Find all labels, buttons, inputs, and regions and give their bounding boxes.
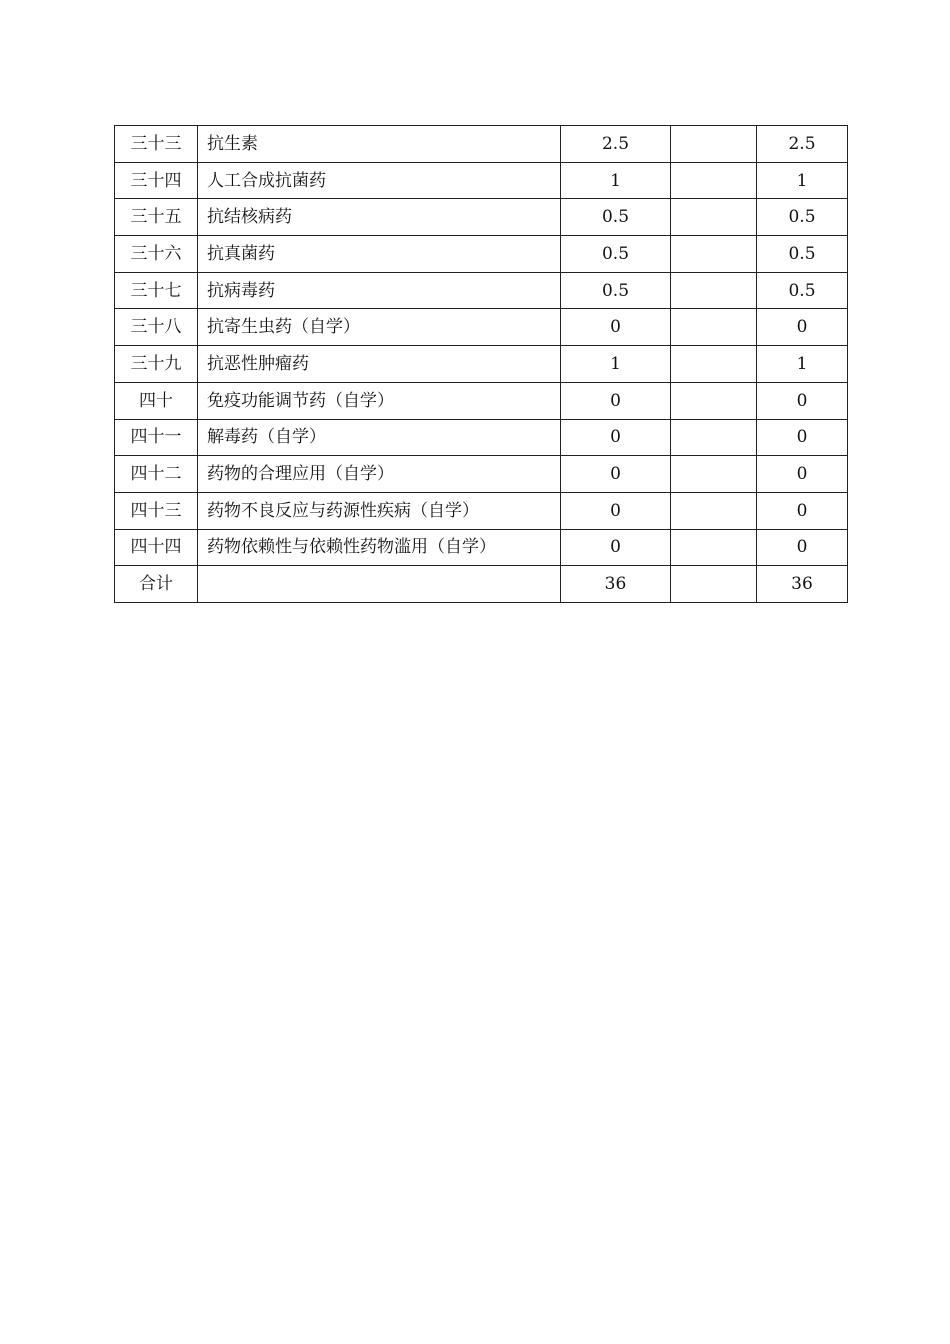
- chapter-title-cell: 免疫功能调节药（自学）: [198, 382, 561, 419]
- chapter-title-cell: 药物的合理应用（自学）: [198, 456, 561, 493]
- chapter-title-cell: 药物不良反应与药源性疾病（自学）: [198, 492, 561, 529]
- chapter-number-cell: 四十: [115, 382, 198, 419]
- chapter-title-cell: 抗结核病药: [198, 199, 561, 236]
- hours-cell: 0: [561, 309, 671, 346]
- chapter-title-cell: 解毒药（自学）: [198, 419, 561, 456]
- chapter-title-cell: 抗病毒药: [198, 272, 561, 309]
- hours-total-cell: 0: [757, 529, 848, 566]
- chapter-number-cell: 三十六: [115, 236, 198, 273]
- blank-cell: [671, 456, 757, 493]
- hours-total-cell: 1: [757, 346, 848, 383]
- chapter-title-cell: 药物依赖性与依赖性药物滥用（自学）: [198, 529, 561, 566]
- hours-cell: 0: [561, 456, 671, 493]
- hours-cell: 0.5: [561, 272, 671, 309]
- chapter-number-cell: 三十八: [115, 309, 198, 346]
- hours-cell: 0: [561, 419, 671, 456]
- hours-total-cell: 0.5: [757, 199, 848, 236]
- table-row: [115, 126, 848, 163]
- chapter-number-cell: 三十五: [115, 199, 198, 236]
- chapter-number-cell: 三十九: [115, 346, 198, 383]
- hours-cell: 1: [561, 346, 671, 383]
- hours-cell: 0.5: [561, 199, 671, 236]
- chapter-title-cell: 抗真菌药: [198, 236, 561, 273]
- blank-cell: [671, 492, 757, 529]
- chapter-number-cell: 四十二: [115, 456, 198, 493]
- blank-cell: [671, 309, 757, 346]
- hours-total-cell: 0: [757, 309, 848, 346]
- hours-total-cell: 0.5: [757, 236, 848, 273]
- chapter-number-cell: 三十四: [115, 162, 198, 199]
- chapter-number-cell: 四十三: [115, 492, 198, 529]
- chapter-number-cell: 四十四: [115, 529, 198, 566]
- table-row: [115, 236, 848, 273]
- blank-cell: [671, 419, 757, 456]
- blank-cell: [671, 199, 757, 236]
- chapter-title-cell: 抗恶性肿瘤药: [198, 346, 561, 383]
- blank-cell: [671, 566, 757, 603]
- table-row: [115, 272, 848, 309]
- hours-cell: 0: [561, 492, 671, 529]
- chapter-number-cell: 三十七: [115, 272, 198, 309]
- table-row: [115, 529, 848, 566]
- table-body: [115, 126, 848, 603]
- blank-cell: [671, 236, 757, 273]
- course-hours-table: [114, 125, 848, 603]
- blank-cell: [671, 346, 757, 383]
- chapter-title-cell: 人工合成抗菌药: [198, 162, 561, 199]
- blank-cell: [671, 272, 757, 309]
- hours-cell: 1: [561, 162, 671, 199]
- hours-total-cell: 0: [757, 419, 848, 456]
- chapter-number-cell: 三十三: [115, 126, 198, 163]
- hours-cell: 0: [561, 529, 671, 566]
- table-row: [115, 456, 848, 493]
- hours-cell: 2.5: [561, 126, 671, 163]
- table-row: [115, 199, 848, 236]
- table-row: [115, 162, 848, 199]
- total-row: [115, 566, 848, 603]
- hours-total-cell: 2.5: [757, 126, 848, 163]
- chapter-title-cell: 抗生素: [198, 126, 561, 163]
- hours-total-cell: 0.5: [757, 272, 848, 309]
- total-label-cell: 合计: [115, 566, 198, 603]
- hours-cell: 0.5: [561, 236, 671, 273]
- blank-cell: [671, 529, 757, 566]
- chapter-title-cell: [198, 566, 561, 603]
- blank-cell: [671, 382, 757, 419]
- total-hours-sum-cell: 36: [757, 566, 848, 603]
- total-hours-cell: 36: [561, 566, 671, 603]
- blank-cell: [671, 162, 757, 199]
- table-row: [115, 309, 848, 346]
- blank-cell: [671, 126, 757, 163]
- table-row: [115, 492, 848, 529]
- chapter-number-cell: 四十一: [115, 419, 198, 456]
- table-row: [115, 382, 848, 419]
- hours-total-cell: 1: [757, 162, 848, 199]
- table-row: [115, 346, 848, 383]
- table-row: [115, 419, 848, 456]
- chapter-title-cell: 抗寄生虫药（自学）: [198, 309, 561, 346]
- hours-total-cell: 0: [757, 382, 848, 419]
- hours-total-cell: 0: [757, 456, 848, 493]
- hours-total-cell: 0: [757, 492, 848, 529]
- hours-cell: 0: [561, 382, 671, 419]
